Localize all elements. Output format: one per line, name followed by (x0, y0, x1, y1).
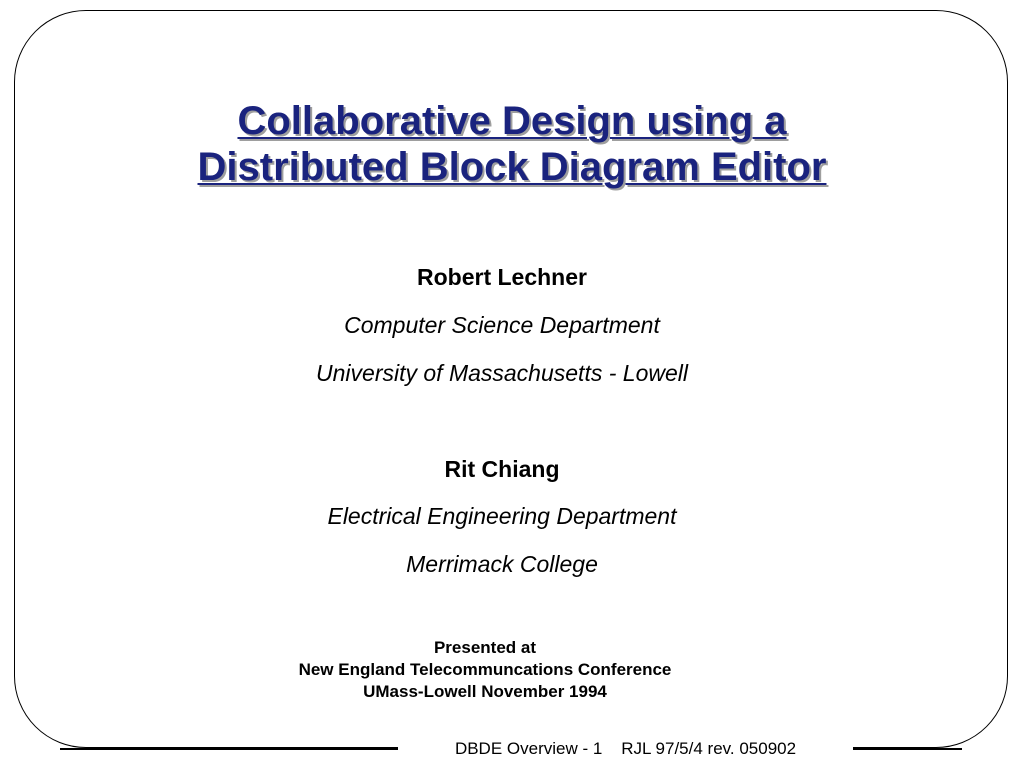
author1-name: Robert Lechner (417, 264, 587, 290)
title-line-1: Collaborative Design using a (237, 99, 787, 143)
author2-institution: Merrimack College (406, 551, 598, 577)
author1-department: Computer Science Department (344, 312, 660, 338)
slide-title (0, 98, 1024, 190)
author2-name: Rit Chiang (444, 456, 560, 482)
presented-line-3: UMass-Lowell November 1994 (363, 682, 607, 701)
author1-institution: University of Massachusetts - Lowell (316, 360, 688, 386)
presented-block (0, 637, 970, 703)
footer-revision: RJL 97/5/4 rev. 050902 (621, 739, 797, 758)
presented-line-2: New England Telecommuncations Conference (298, 660, 672, 679)
author2-department: Electrical Engineering Department (327, 503, 677, 529)
footer-rule-right (852, 748, 962, 750)
slide-footer (398, 738, 853, 760)
presented-line-1: Presented at (433, 638, 537, 657)
title-line-2: Distributed Block Diagram Editor (197, 145, 827, 189)
footer-slide-label: DBDE Overview - 1 (454, 739, 603, 758)
footer-rule-left (60, 748, 400, 750)
